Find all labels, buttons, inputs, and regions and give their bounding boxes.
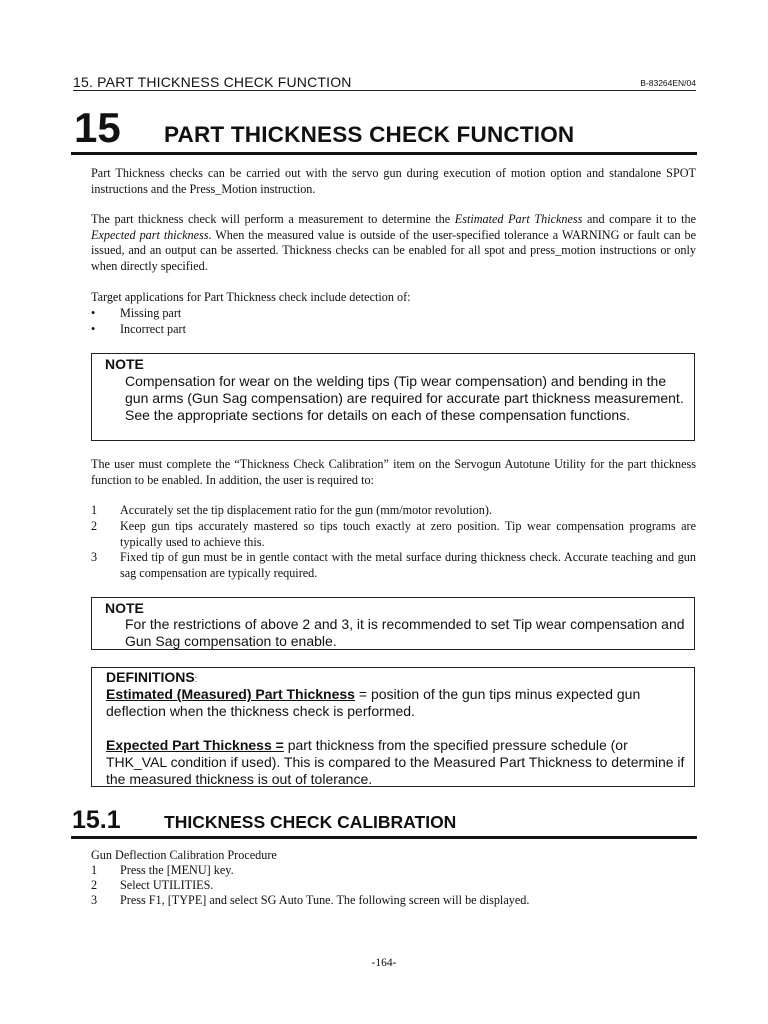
step-text: Press the [MENU] key. bbox=[120, 863, 234, 877]
requirement-text: Keep gun tips accurately mastered so tips touch exactly at zero position. Tip wear compensation programs are typically used to achieve this. bbox=[120, 519, 696, 549]
intro-paragraph-1: Part Thickness checks can be carried out with the servo gun during execution of motion option and standalone SPOT instructions and the Press_Motion instruction. bbox=[91, 166, 696, 196]
procedure-title: Gun Deflection Calibration Procedure bbox=[91, 848, 277, 862]
section-rule bbox=[71, 836, 697, 839]
requirement-number: 2 bbox=[91, 519, 98, 533]
note-box-restrictions bbox=[91, 597, 695, 650]
note-body: For the restrictions of above 2 and 3, it is recommended to set Tip wear compensation and Gun Sag compensation to enable. bbox=[125, 616, 685, 649]
bullet-text: Incorrect part bbox=[120, 322, 186, 336]
requirement-text: Accurately set the tip displacement ratio for the gun (mm/motor revolution). bbox=[120, 503, 492, 517]
intro-p2-text-a: The part thickness check will perform a measurement to determine the bbox=[91, 212, 455, 226]
step-number: 1 bbox=[91, 863, 98, 877]
note-heading: NOTE bbox=[105, 356, 144, 372]
intro-paragraph-2 bbox=[91, 212, 696, 275]
estimated-part-thickness-term: Estimated Part Thickness bbox=[454, 212, 583, 226]
requirement-text: Fixed tip of gun must be in gentle contact with the metal surface during thickness check. Accurate teaching and gun sag compensation are typically required. bbox=[120, 550, 696, 580]
definition-expected bbox=[106, 737, 686, 788]
definitions-box bbox=[91, 667, 695, 787]
intro-p2-text-c: and compare it to the bbox=[582, 212, 696, 226]
intro-paragraph-3: Target applications for Part Thickness check include detection of: bbox=[91, 290, 411, 304]
note-box-compensation bbox=[91, 353, 695, 441]
requirement-number: 1 bbox=[91, 503, 98, 517]
definition-text: = position of the gun tips minus expected gun deflection when the thickness check is performed. bbox=[106, 686, 641, 719]
definition-term: Expected Part Thickness = bbox=[106, 737, 284, 753]
running-title: 15. PART THICKNESS CHECK FUNCTION bbox=[73, 74, 352, 90]
definition-term: Estimated (Measured) Part Thickness bbox=[106, 686, 355, 702]
document-code: B-83264EN/04 bbox=[640, 78, 696, 88]
chapter-title: PART THICKNESS CHECK FUNCTION bbox=[164, 122, 575, 147]
page-number: -164- bbox=[371, 957, 397, 969]
step-number: 3 bbox=[91, 893, 98, 907]
definitions-heading: DEFINITIONS bbox=[106, 669, 195, 685]
calibration-paragraph: The user must complete the “Thickness Check Calibration” item on the Servogun Autotune Utility for the part thickness function to be enabled. In addition, the user is required to: bbox=[91, 457, 696, 487]
chapter-number: 15 bbox=[74, 104, 121, 151]
bullet-icon: • bbox=[91, 322, 96, 336]
requirement-number: 3 bbox=[91, 550, 98, 564]
note-heading: NOTE bbox=[105, 600, 144, 616]
step-text: Select UTILITIES. bbox=[120, 878, 214, 892]
step-number: 2 bbox=[91, 878, 98, 892]
chapter-rule bbox=[71, 152, 697, 155]
intro-p2-text-e: . When the measured value is outside of the user-specified tolerance a WARNING or fault can be issued, and an output can be asserted. Thickness checks can be enabled for all spot and press_motion instructions or only when directly specified. bbox=[91, 227, 696, 274]
bullet-icon: • bbox=[91, 306, 96, 320]
expected-part-thickness-term: Expected part thickness bbox=[91, 227, 209, 242]
step-text: Press F1, [TYPE] and select SG Auto Tune. The following screen will be displayed. bbox=[120, 893, 530, 907]
definition-estimated bbox=[106, 686, 686, 720]
section-title: THICKNESS CHECK CALIBRATION bbox=[164, 812, 457, 832]
running-header bbox=[73, 74, 696, 91]
definition-text: part thickness from the specified pressure schedule (or THK_VAL condition if used). This is compared to the Measured Part Thickness to determine if the measured thickness is out of tolerance. bbox=[106, 737, 685, 787]
bullet-text: Missing part bbox=[120, 306, 182, 320]
section-number: 15.1 bbox=[72, 806, 121, 834]
note-body: Compensation for wear on the welding tips (Tip wear compensation) and bending in the gun arms (Gun Sag compensation) are required for accurate part thickness measurement. See the appropriate sections for details on each of these compensation functions. bbox=[125, 373, 684, 423]
definitions-colon: : bbox=[194, 674, 198, 684]
